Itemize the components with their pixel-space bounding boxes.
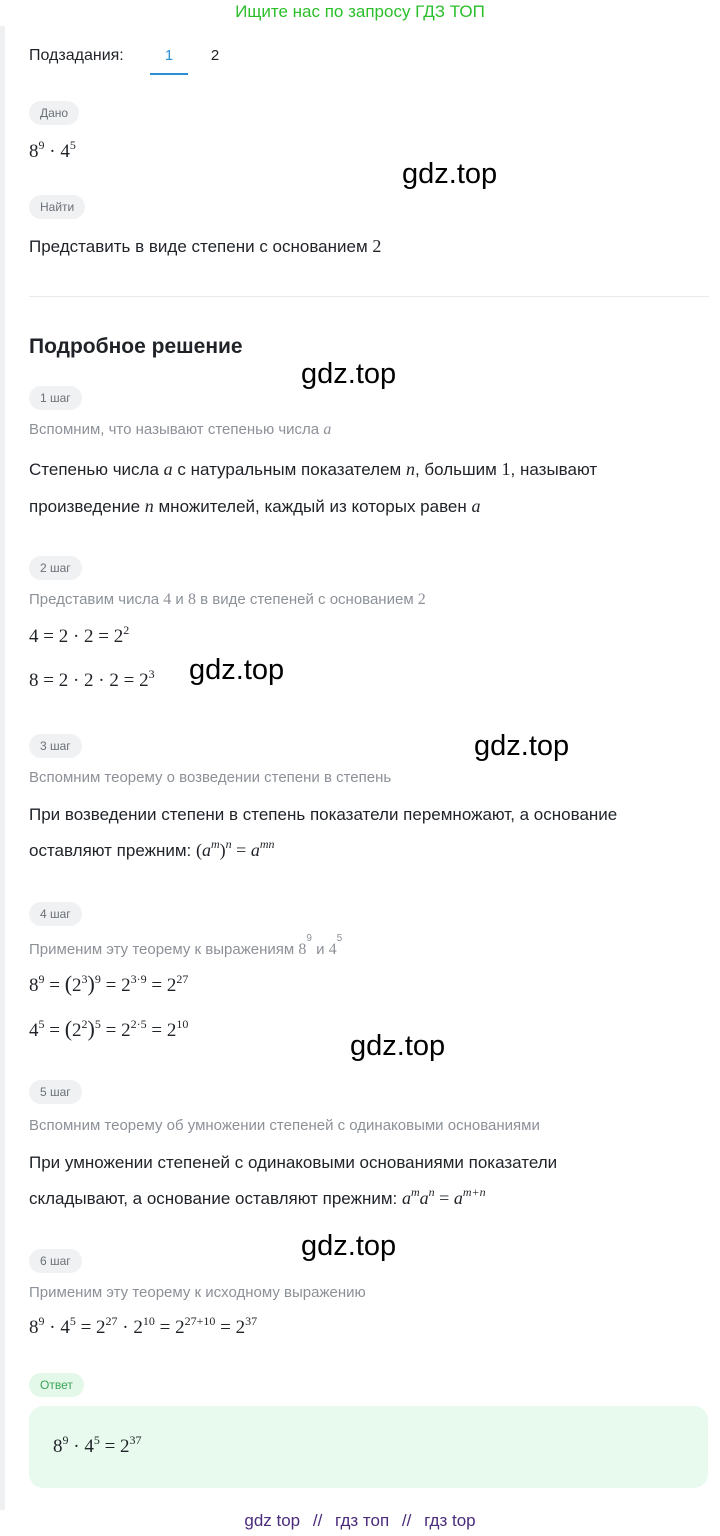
step-4-eq-2: $4^5 = (2^2)^5 = 2^{2\cdot 5} = 2^{10}$ [29,1016,189,1041]
step-1-text: Степенью числа a с натуральным показателем n, большим 1, называют произведение n множителей, каждый из которых равен a [29,459,598,516]
subtasks-label: Подзадания: [29,47,124,64]
divider [29,296,709,297]
step-1 [29,386,82,410]
watermark: gdz.top [301,1230,397,1262]
step-2-eq-2: $8 = 2 \cdot 2 \cdot 2 = 2^3$ [29,667,155,691]
find-text: Представить в виде степени с основанием 2 [29,236,382,256]
step-6 [29,1249,82,1273]
footer-link-3[interactable]: гдз top [424,1511,476,1530]
solution-heading: Подробное решение [29,335,243,358]
step-5 [29,1080,82,1104]
step-chip: 3 шаг [29,734,82,758]
step-3-text: При возведении степени в степень показатели перемножают, а основание оставляют прежним: $(a^m)^n = a^{mn}$ [29,805,618,860]
step-chip: 1 шаг [29,386,82,410]
step-chip: 2 шаг [29,556,82,580]
footer [0,1510,720,1532]
answer-expression: $8^9 \cdot 4^5 = 2^{37}$ [53,1433,142,1457]
tab-subtask-1[interactable]: 1 [164,47,174,64]
step-2-eq-1: $4 = 2 \cdot 2 = 2^2$ [29,623,130,647]
step-5-text: При умножении степеней с одинаковыми основаниями показатели складывают, а основание оставляют прежним: $a^ma^n = a^{m+n}$ [29,1153,558,1208]
step-1-hint: Вспомним, что называют степенью числа a [29,421,332,438]
answer-label [29,1373,84,1397]
given-chip: Дано [29,101,79,125]
footer-separator: // [401,1511,412,1530]
step-3-hint: Вспомним теорему о возведении степени в степень [29,769,392,786]
step-3 [29,734,82,758]
step-chip: 5 шаг [29,1080,82,1104]
watermark: gdz.top [350,1030,446,1062]
tab-subtask-2[interactable]: 2 [210,47,220,64]
step-2 [29,556,82,580]
watermark: gdz.top [189,654,285,686]
find-section [29,195,85,219]
step-chip: 6 шаг [29,1249,82,1273]
watermark: gdz.top [474,730,570,762]
find-chip: Найти [29,195,85,219]
step-chip: 4 шаг [29,902,82,926]
active-tab-indicator [150,73,188,75]
step-5-hint: Вспомним теорему об умножении степеней с одинаковыми основаниями [29,1117,540,1134]
watermark: gdz.top [301,358,397,390]
left-border [0,26,5,1510]
ad-banner[interactable]: Ищите нас по запросу ГДЗ ТОП [235,2,485,21]
answer-chip: Ответ [29,1373,84,1397]
step-2-hint: Представим числа 4 и 8 в виде степеней с основанием 2 [29,591,426,608]
step-4-hint: Применим эту теорему к выражениям $8^9$ и $4^5$ [29,933,343,958]
footer-separator: // [312,1511,323,1530]
step-6-eq: $8^9 \cdot 4^5 = 2^{27} \cdot 2^{10} = 2^{27+10} = 2^{37}$ [29,1314,258,1338]
step-4-eq-1: $8^9 = (2^3)^9 = 2^{3\cdot 9} = 2^{27}$ [29,971,189,996]
step-6-hint: Применим эту теорему к исходному выражению [29,1284,366,1301]
footer-link-1[interactable]: gdz top [244,1511,301,1530]
footer-link-2[interactable]: гдз топ [335,1511,390,1530]
step-4 [29,902,82,926]
given-section [29,101,79,125]
watermark: gdz.top [402,158,498,190]
given-expression: $8^9 \cdot 4^5$ [29,138,76,162]
